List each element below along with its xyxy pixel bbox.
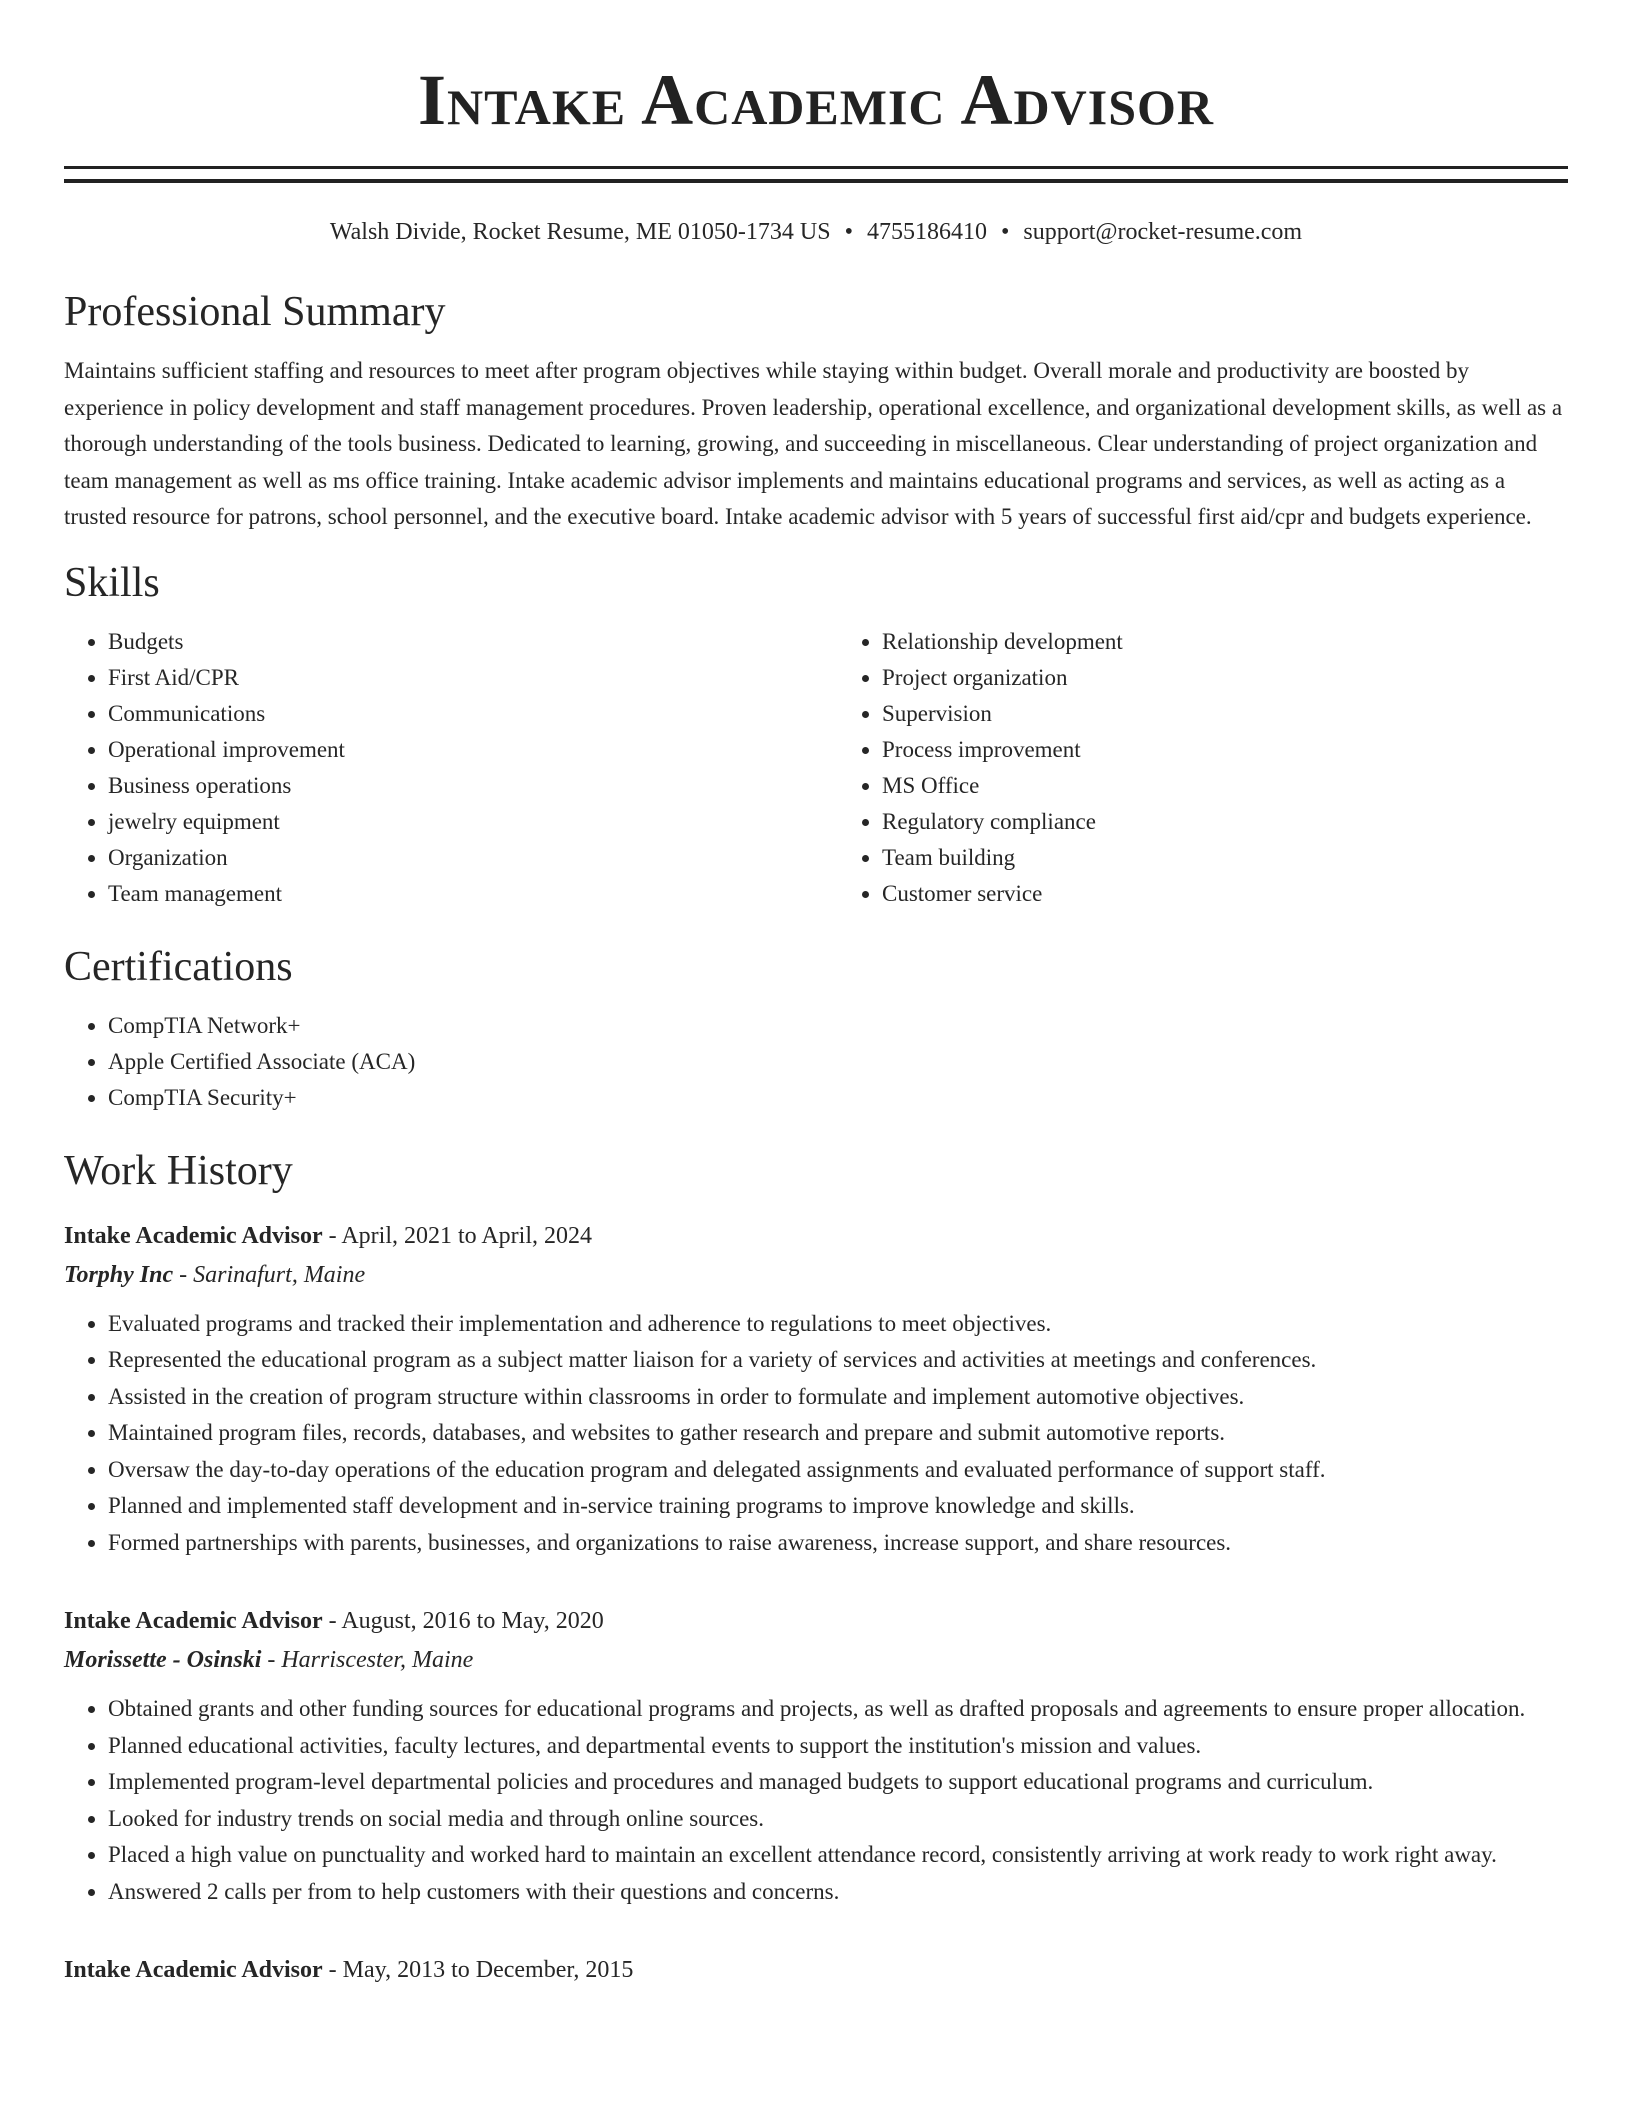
certification-item: • CompTIA Security+ bbox=[108, 1080, 1568, 1116]
candidate-name: Intake Academic Advisor bbox=[417, 60, 1215, 140]
certification-item: • Apple Certified Associate (ACA) bbox=[108, 1044, 1568, 1080]
skill-item: • Supervision bbox=[882, 696, 1568, 732]
contact-phone: 4755186410 bbox=[867, 219, 987, 245]
bullet-separator: • bbox=[844, 219, 853, 245]
job-heading bbox=[64, 1601, 1568, 1641]
job-bullet: • Placed a high value on punctuality and worked hard to maintain an excellent attendance record, consistently arriving at work ready to work right away. bbox=[108, 1837, 1568, 1874]
job-bullets bbox=[64, 1691, 1568, 1910]
skill-item: • Budgets bbox=[108, 624, 838, 660]
job-bullets bbox=[64, 1306, 1568, 1562]
section-title-work-history: Work History bbox=[64, 1147, 293, 1194]
skill-item: • MS Office bbox=[882, 768, 1568, 804]
section-title-skills: Skills bbox=[64, 559, 160, 606]
skills-list-left bbox=[64, 624, 838, 912]
job-dates: - May, 2013 to December, 2015 bbox=[322, 1957, 634, 1983]
contact-address: Walsh Divide, Rocket Resume, ME 01050-1734 US bbox=[329, 219, 831, 245]
job-entry bbox=[64, 1601, 1568, 1910]
job-role: Intake Academic Advisor bbox=[64, 1222, 323, 1249]
job-company-line bbox=[64, 1256, 1568, 1294]
bullet-separator: • bbox=[1001, 219, 1010, 245]
skill-item: • Organization bbox=[108, 840, 838, 876]
job-bullet: • Assisted in the creation of program structure within classrooms in order to formulate and implement automotive objectives. bbox=[108, 1379, 1568, 1416]
job-bullet: • Formed partnerships with parents, businesses, and organizations to raise awareness, increase support, and share resources. bbox=[108, 1525, 1568, 1562]
skill-item: • Project organization bbox=[882, 660, 1568, 696]
skill-item: • Regulatory compliance bbox=[882, 804, 1568, 840]
certifications-list bbox=[64, 1008, 1568, 1116]
skill-item: • Relationship development bbox=[882, 624, 1568, 660]
contact-email: support@rocket-resume.com bbox=[1023, 219, 1303, 245]
skill-item: • Communications bbox=[108, 696, 838, 732]
skill-item: • jewelry equipment bbox=[108, 804, 838, 840]
job-heading bbox=[64, 1216, 1568, 1256]
job-company-line bbox=[64, 1641, 1568, 1679]
contact-line bbox=[64, 217, 1568, 247]
job-entry bbox=[64, 1950, 1568, 1990]
skill-item: • Customer service bbox=[882, 876, 1568, 912]
job-company: Morissette - Osinski bbox=[64, 1647, 262, 1673]
job-company: Torphy Inc bbox=[64, 1261, 174, 1288]
job-dates: - August, 2016 to May, 2020 bbox=[322, 1608, 604, 1634]
skill-item: • First Aid/CPR bbox=[108, 660, 838, 696]
section-title-summary: Professional Summary bbox=[64, 289, 446, 335]
job-bullet: • Planned educational activities, faculty lectures, and departmental events to support the institution's mission and values. bbox=[108, 1728, 1568, 1765]
job-heading bbox=[64, 1950, 1568, 1990]
job-bullet: • Answered 2 calls per from to help customers with their questions and concerns. bbox=[108, 1874, 1568, 1911]
job-role: Intake Academic Advisor bbox=[64, 1957, 323, 1983]
job-role: Intake Academic Advisor bbox=[64, 1608, 323, 1634]
job-bullet: • Planned and implemented staff development and in-service training programs to improve knowledge and skills. bbox=[108, 1488, 1568, 1525]
skill-item: • Team management bbox=[108, 876, 838, 912]
header-double-rule bbox=[64, 166, 1568, 183]
skill-item: • Business operations bbox=[108, 768, 838, 804]
job-location: - Sarinafurt, Maine bbox=[173, 1261, 366, 1288]
skill-item: • Team building bbox=[882, 840, 1568, 876]
skills-columns bbox=[64, 624, 1568, 912]
summary-text: Maintains sufficient staffing and resources to meet after program objectives while staying within budget. Overall morale and productivity are boosted by experience in policy development and staff management procedures. Proven leadership, operational excellence, and organizational development skills, as well as a thorough understanding of the tools business. Dedicated to learning, growing, and succeeding in miscellaneous. Clear understanding of project organization and team management as well as ms office training. Intake academic advisor implements and maintains educational programs and services, as well as acting as a trusted resource for patrons, school personnel, and the executive board. Intake academic advisor with 5 years of successful first aid/cpr and budgets experience. bbox=[64, 358, 1563, 529]
job-bullet: • Looked for industry trends on social media and through online sources. bbox=[108, 1801, 1568, 1838]
job-location: - Harriscester, Maine bbox=[261, 1647, 474, 1673]
certification-item: • CompTIA Network+ bbox=[108, 1008, 1568, 1044]
job-bullet: • Represented the educational program as a subject matter liaison for a variety of services and activities at meetings and conferences. bbox=[108, 1342, 1568, 1379]
resume-page bbox=[64, 0, 1568, 1990]
job-bullet: • Evaluated programs and tracked their implementation and adherence to regulations to meet objectives. bbox=[108, 1306, 1568, 1343]
section-title-certifications: Certifications bbox=[64, 943, 293, 990]
skill-item: • Operational improvement bbox=[108, 732, 838, 768]
job-dates: - April, 2021 to April, 2024 bbox=[322, 1222, 593, 1249]
job-entry bbox=[64, 1216, 1568, 1562]
job-bullet: • Oversaw the day-to-day operations of the education program and delegated assignments and evaluated performance of support staff. bbox=[108, 1452, 1568, 1489]
job-bullet: • Maintained program files, records, databases, and websites to gather research and prepare and submit automotive reports. bbox=[108, 1415, 1568, 1452]
job-bullet: • Implemented program-level departmental policies and procedures and managed budgets to support educational programs and curriculum. bbox=[108, 1764, 1568, 1801]
job-bullet: • Obtained grants and other funding sources for educational programs and projects, as well as drafted proposals and agreements to ensure proper allocation. bbox=[108, 1691, 1568, 1728]
skills-list-right bbox=[838, 624, 1568, 912]
skill-item: • Process improvement bbox=[882, 732, 1568, 768]
